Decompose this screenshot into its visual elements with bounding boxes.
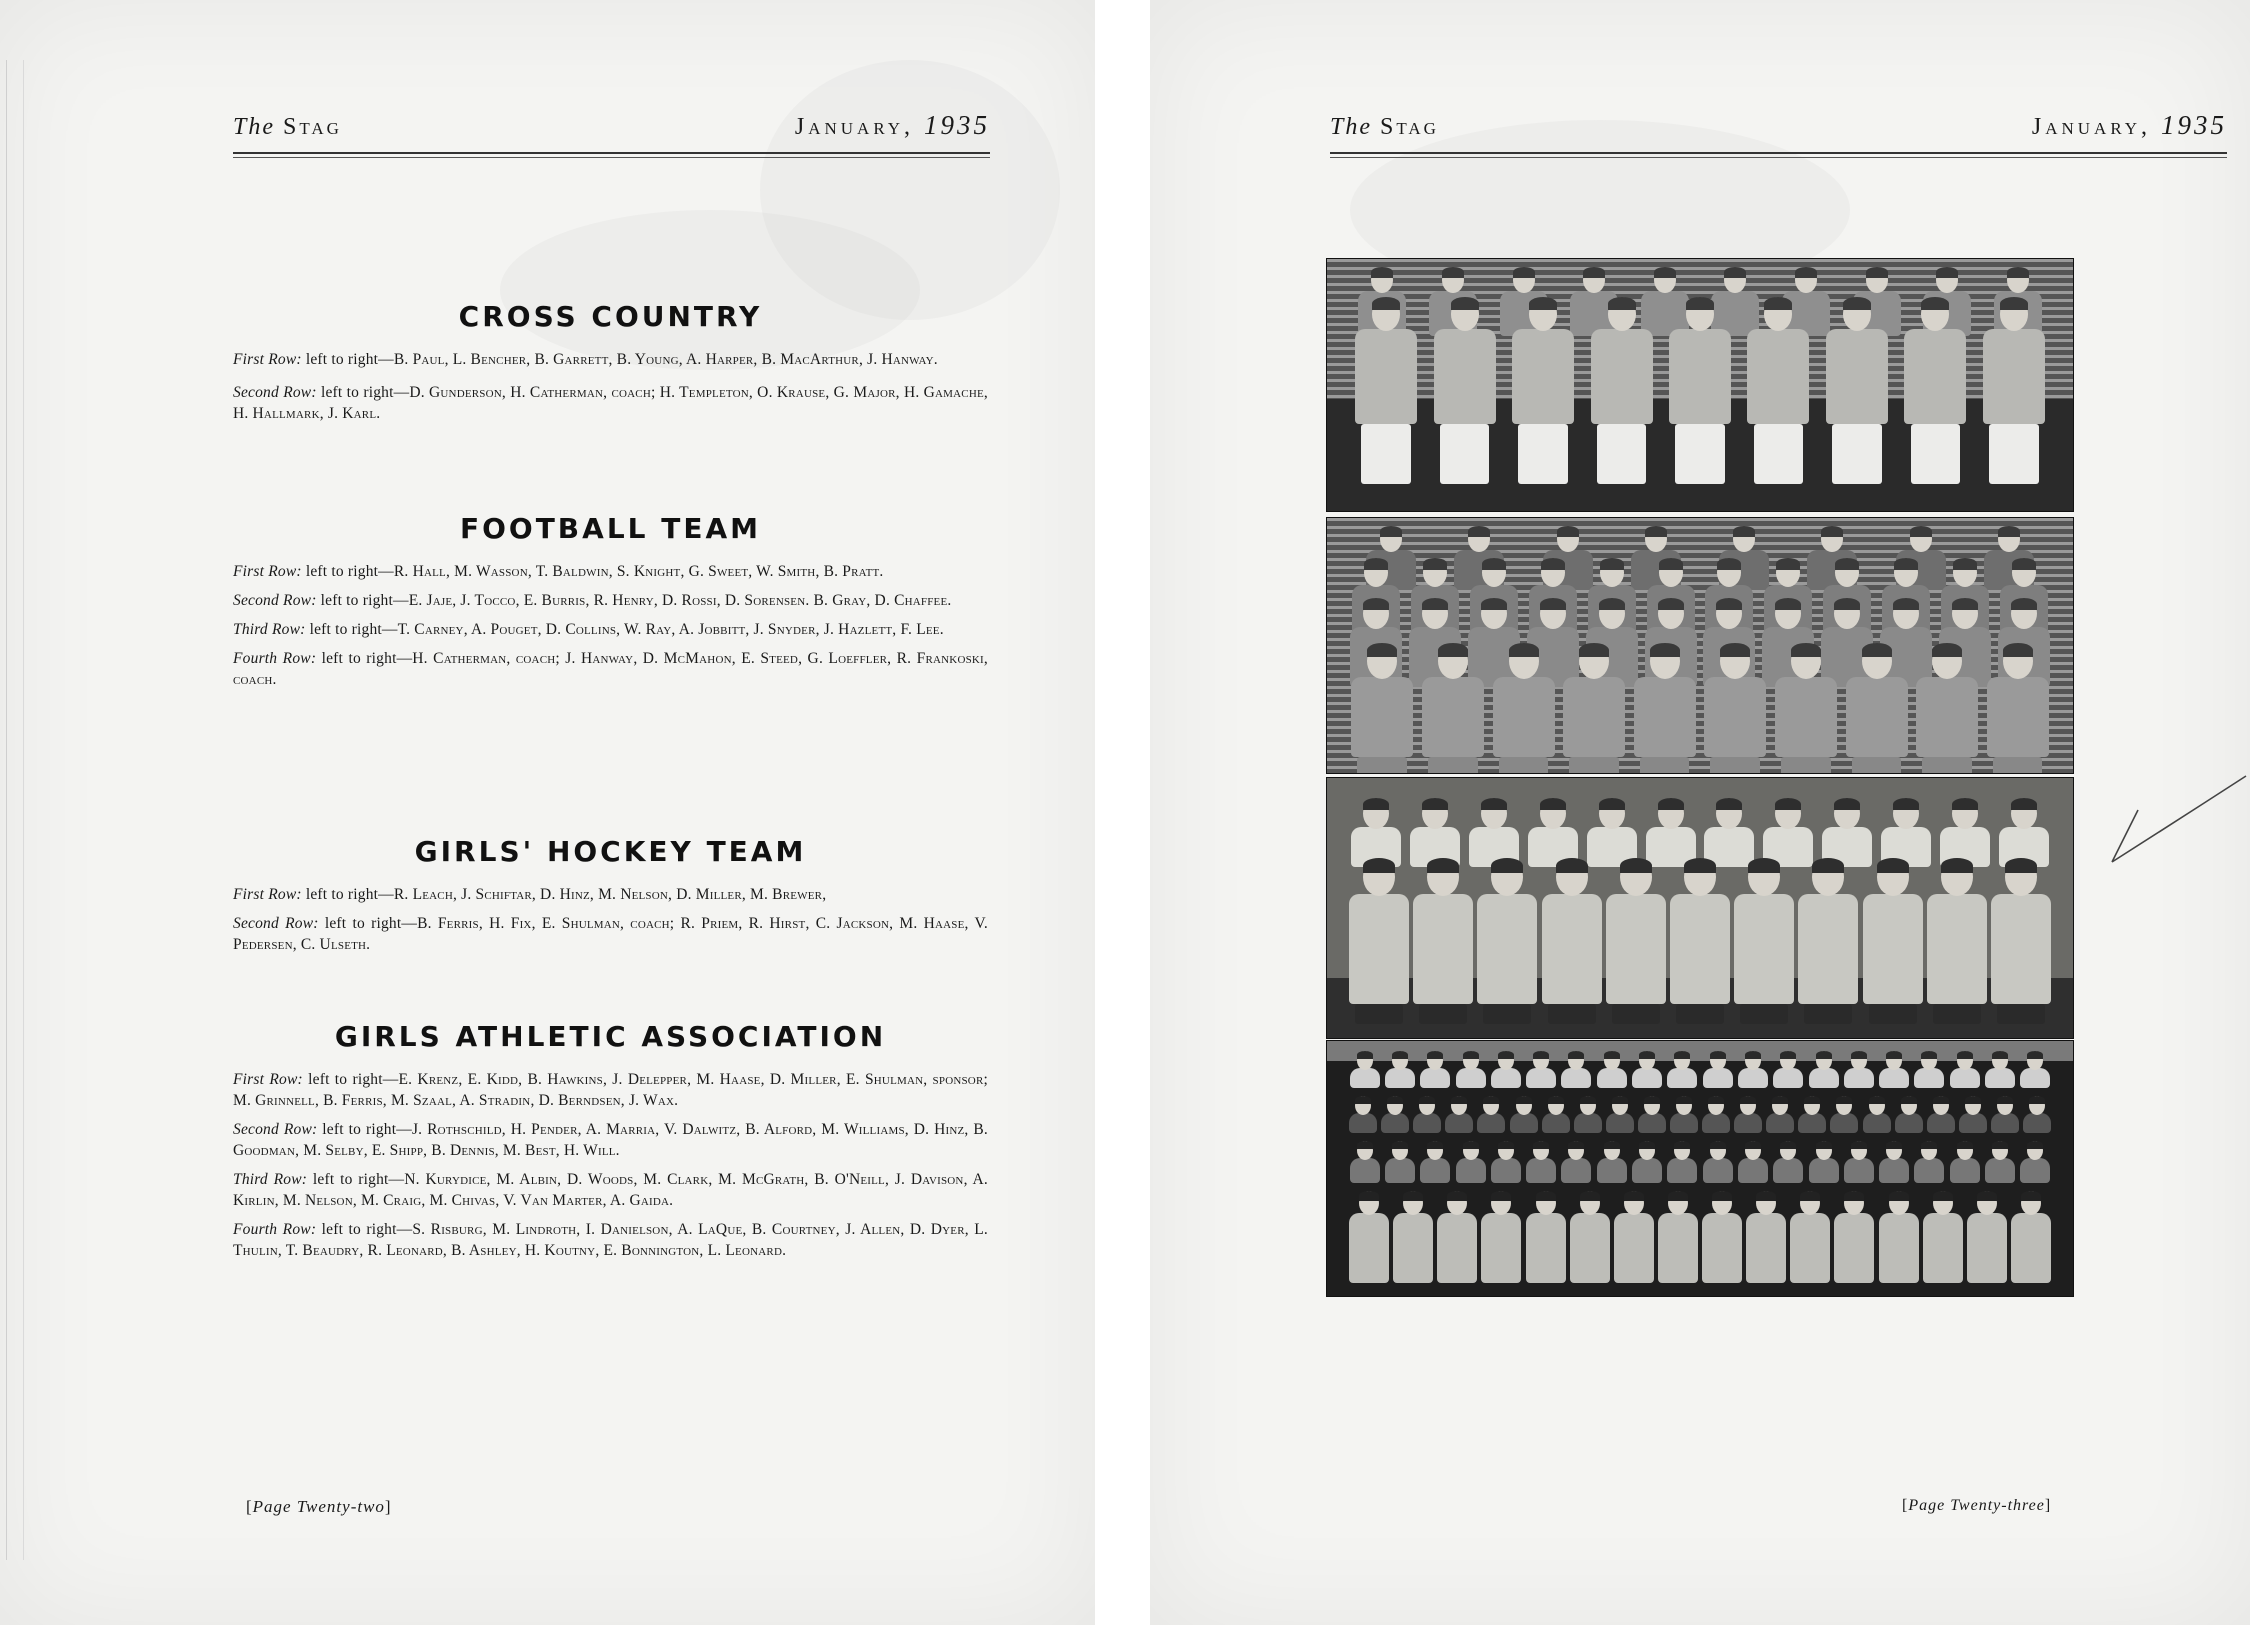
roster-row: Third Row: left to right—N. Kurydice, M. Albin, D. Woods, M. Clark, M. McGrath, B. O'Neill, J. Davison, A. Kirlin, M. Nelson, M. Craig, M. Chivas, V. Van Marter, A. Gaida. (233, 1171, 988, 1209)
roster-row: Second Row: left to right—B. Ferris, H. Fix, E. Shulman, coach; R. Priem, R. Hirst, C. Jackson, M. Haase, V. Pedersen, C. Ulseth. (233, 915, 988, 953)
girls-athletic-association-photo (1326, 1040, 2074, 1297)
section-title: FOOTBALL TEAM (459, 512, 762, 545)
section-title: CROSS COUNTRY (458, 300, 763, 333)
page-number: [Page Twenty-two] (246, 1497, 392, 1516)
page-header (233, 108, 990, 148)
roster-row: First Row: left to right—R. Leach, J. Schiftar, D. Hinz, M. Nelson, D. Miller, M. Brewer, (233, 886, 827, 903)
football-team-photo (1326, 517, 2074, 774)
girls-hockey-team-section (233, 835, 988, 955)
football-team-section (233, 512, 988, 690)
header-rule (1330, 157, 2227, 158)
publication-title: The Stag (233, 114, 342, 140)
header-rule (1330, 152, 2227, 154)
section-title: GIRLS ATHLETIC ASSOCIATION (334, 1020, 887, 1053)
roster-row: Second Row: left to right—E. Jaje, J. Tocco, E. Burris, R. Henry, D. Rossi, D. Sorensen. B. Gray, D. Chaffee. (233, 592, 952, 609)
header-rule (233, 157, 990, 158)
issue-date: January, 1935 (794, 110, 990, 140)
roster-row: Fourth Row: left to right—H. Catherman, coach; J. Hanway, D. McMahon, E. Steed, G. Loeffler, R. Frankoski, coach. (233, 650, 988, 688)
pencil-check-mark (2108, 770, 2248, 870)
roster-row: Fourth Row: left to right—S. Risburg, M. Lindroth, I. Danielson, A. LaQue, B. Courtney, J. Allen, D. Dyer, L. Thulin, T. Beaudry, R. Leonard, B. Ashley, H. Koutny, E. Bonnington, L. Leonard. (233, 1221, 988, 1259)
publication-title: The Stag (1330, 114, 1439, 140)
roster-row: Third Row: left to right—T. Carney, A. Pouget, D. Collins, W. Ray, A. Jobbitt, J. Snyder, J. Hazlett, F. Lee. (233, 621, 944, 638)
left-page (0, 0, 1098, 1625)
roster-row: First Row: left to right—R. Hall, M. Wasson, T. Baldwin, S. Knight, G. Sweet, W. Smith, B. Pratt. (233, 563, 884, 580)
water-stain (760, 60, 1060, 320)
girls-hockey-team-photo (1326, 777, 2074, 1039)
header-rule (233, 152, 990, 154)
cross-country-section (233, 300, 988, 424)
roster-row: Second Row: left to right—D. Gunderson, H. Catherman, coach; H. Templeton, O. Krause, G. Major, H. Gamache, H. Hallmark, J. Karl. (233, 384, 988, 422)
roster-row: First Row: left to right—B. Paul, L. Bencher, B. Garrett, B. Young, A. Harper, B. MacArthur, J. Hanway. (233, 351, 938, 368)
page-header (1330, 108, 2227, 148)
cross-country-team-photo (1326, 258, 2074, 512)
spine-edge (6, 60, 24, 1560)
girls-athletic-association-section (233, 1020, 988, 1261)
section-title: GIRLS' HOCKEY TEAM (414, 835, 807, 868)
roster-row: Second Row: left to right—J. Rothschild, H. Pender, A. Marria, V. Dalwitz, B. Alford, M. Williams, D. Hinz, B. Goodman, M. Selby, E. Shipp, B. Dennis, M. Best, H. Will. (233, 1121, 988, 1159)
page-number: [Page Twenty-three] (1902, 1497, 2052, 1514)
roster-row: First Row: left to right—E. Krenz, E. Kidd, B. Hawkins, J. Delepper, M. Haase, D. Miller, E. Shulman, sponsor; M. Grinnell, B. Ferris, M. Szaal, A. Stradin, D. Berndsen, J. Wax. (233, 1071, 988, 1109)
book-gutter (1095, 0, 1150, 1625)
issue-date: January, 1935 (2031, 110, 2227, 140)
